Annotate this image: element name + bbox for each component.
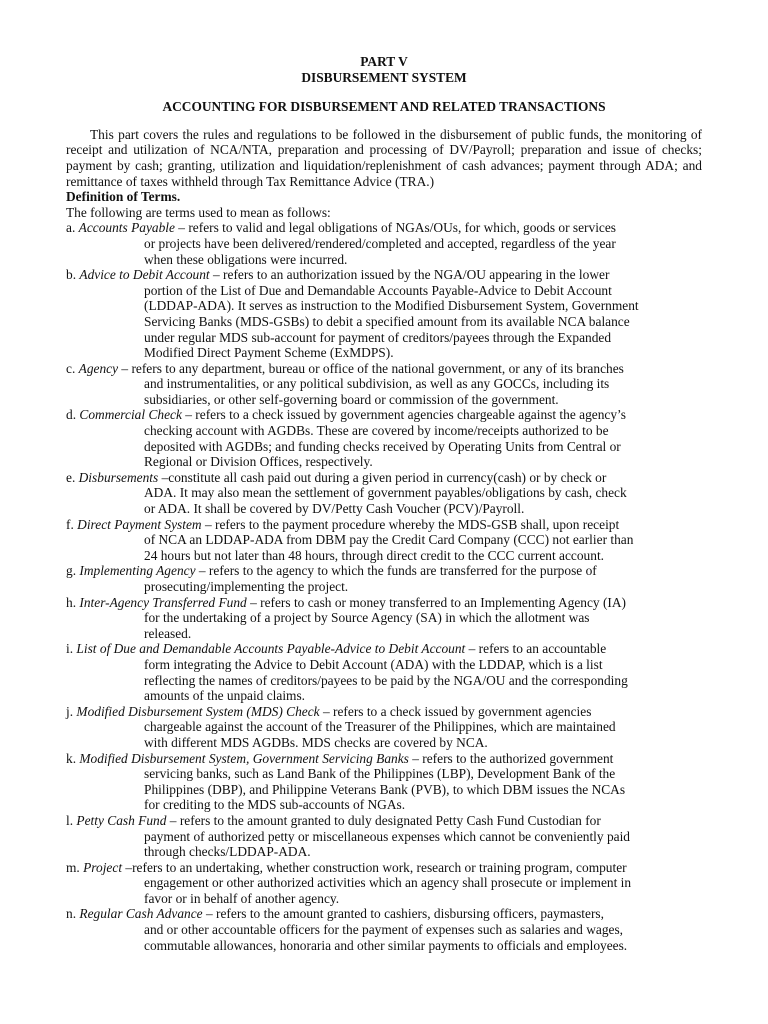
term-name: Direct Payment System [77, 516, 202, 532]
term-first-line [66, 813, 702, 829]
term-name: Implementing Agency [79, 563, 196, 579]
term-first-line [66, 470, 702, 486]
definition-heading: Definition of Terms. [66, 189, 181, 205]
term-definition-line: – refers to the payment procedure whereby the MDS-GSB shall, upon receipt [201, 516, 620, 532]
term-definition-line: chargeable against the account of the Treasurer of the Philippines, which are maintained [144, 719, 616, 735]
term-definition-line: prosecuting/implementing the project. [144, 579, 349, 594]
term-definition-line: –constitute all cash paid out during a given period in currency(cash) or by check or [158, 469, 607, 485]
term-first-line [66, 751, 702, 767]
term-letter: j. [66, 703, 77, 719]
term-first-line [66, 563, 702, 579]
term-name: Regular Cash Advance [79, 906, 203, 922]
term-letter: h. [66, 594, 80, 610]
term-letter: m. [66, 859, 84, 875]
term-first-line [66, 595, 702, 611]
term-first-line [66, 860, 702, 876]
term-item [66, 751, 702, 813]
term-definition-line: servicing banks, such as Land Bank of the Philippines (LBP), Development Bank of the [144, 766, 616, 782]
term-definition-line: subsidiaries, or other self-governing board or commission of the government. [144, 391, 559, 407]
term-letter: n. [66, 906, 80, 922]
term-item [66, 470, 702, 517]
term-letter: k. [66, 750, 80, 766]
term-item [66, 813, 702, 860]
term-name: Advice to Debit Account [79, 267, 210, 283]
term-item [66, 704, 702, 751]
term-name: Modified Disbursement System, Government Servicing Banks [79, 750, 409, 766]
term-item [66, 595, 702, 642]
term-letter: a. [66, 220, 79, 236]
term-name: Disbursements [78, 469, 159, 485]
term-letter: g. [66, 563, 80, 579]
term-first-line [66, 407, 702, 423]
intro-paragraph: This part covers the rules and regulations to be followed in the disbursement of public funds, the monitoring of receipt and utilization of NCA/NTA, preparation and processing of DV/Payroll; preparation and issue of checks; payment by cash; granting, utilization and liquidation/replenishment of cash advances; payment through ADA; and remittance of taxes withheld through Tax Remittance Advice (TRA.) [66, 126, 702, 189]
term-letter: l. [66, 812, 77, 828]
term-definition-line: through checks/LDDAP-ADA. [144, 844, 311, 860]
term-definition-line: Modified Direct Payment Scheme (ExMDPS). [144, 345, 394, 361]
term-definition-line: checking account with AGDBs. These are covered by income/receipts authorized to be [144, 423, 609, 439]
term-definition-line: – refers to the authorized government [408, 750, 614, 766]
terms-list [66, 220, 702, 953]
term-definition-line: 24 hours but not later than 48 hours, through direct credit to the CCC current account. [144, 547, 605, 563]
term-item [66, 267, 702, 361]
term-definition-line: released. [144, 625, 192, 641]
term-item [66, 860, 702, 907]
term-item [66, 563, 702, 594]
term-letter: b. [66, 267, 80, 283]
term-definition-line: – refers to the amount granted to cashiers, disbursing officers, paymasters, [202, 906, 604, 922]
term-definition-line: ADA. It may also mean the settlement of government payables/obligations by cash, check [144, 485, 627, 501]
term-definition-line: – refers to valid and legal obligations of NGAs/OUs, for which, goods or services [174, 220, 617, 236]
document-page [66, 54, 702, 953]
term-definition-line: – refers to any department, bureau or office of the national government, or any of its branches [118, 360, 624, 376]
term-first-line [66, 267, 702, 283]
term-definition-line: –refers to an undertaking, whether construction work, research or training program, computer [122, 859, 627, 875]
term-definition-line: – refers to a check issued by government agencies [319, 703, 592, 719]
term-item [66, 641, 702, 703]
term-definition-line: portion of the List of Due and Demandable Accounts Payable-Advice to Debit Account [144, 282, 612, 298]
term-first-line [66, 906, 702, 922]
term-definition-line: with different MDS AGDBs. MDS checks are covered by NCA. [144, 734, 488, 750]
term-letter: c. [66, 360, 79, 376]
part-heading: PART V [360, 54, 408, 69]
term-definition-line: and instrumentalities, or any political subdivision, as well as any GOCCs, including its [144, 376, 610, 392]
term-name: Agency [78, 360, 119, 376]
term-definition-line: or ADA. It shall be covered by DV/Petty Cash Voucher (PCV)/Payroll. [144, 501, 525, 517]
term-name: Modified Disbursement System (MDS) Check [76, 703, 320, 719]
term-first-line [66, 517, 702, 533]
term-definition-line: for crediting to the MDS sub-accounts of NGAs. [144, 797, 406, 813]
definition-intro: The following are terms used to mean as follows: [66, 204, 331, 220]
term-definition-line: and or other accountable officers for the payment of expenses such as salaries and wages, [144, 922, 624, 938]
term-definition-line: reflecting the names of creditors/payees to be paid by the NGA/OU and the corresponding [144, 672, 628, 688]
term-definition-line: – refers to an accountable [465, 641, 607, 657]
term-definition-line: Servicing Banks (MDS-GSBs) to debit a specified amount from its available NCA balance [144, 313, 630, 329]
term-first-line [66, 361, 702, 377]
section-title: DISBURSEMENT SYSTEM [301, 69, 467, 85]
term-letter: e. [66, 469, 79, 485]
term-definition-line: Regional or Division Offices, respectively. [144, 454, 373, 470]
term-name: Inter-Agency Transferred Fund [79, 594, 247, 610]
term-first-line [66, 704, 702, 720]
term-definition-line: Philippines (DBP), and Philippine Veterans Bank (PVB), to which DBM issues the NCAs [144, 781, 626, 797]
term-letter: i. [66, 641, 77, 657]
term-definition-line: (LDDAP-ADA). It serves as instruction to the Modified Disbursement System, Government [144, 298, 639, 314]
term-first-line [66, 641, 702, 657]
term-item [66, 517, 702, 564]
term-definition-line: engagement or other authorized activities which an agency shall prosecute or implement in [144, 875, 632, 891]
term-definition-line: – refers to the agency to which the funds are transferred for the purpose of [195, 563, 597, 579]
term-first-line [66, 220, 702, 236]
term-name: Commercial Check [79, 407, 182, 423]
term-item [66, 906, 702, 953]
term-definition-line: or projects have been delivered/rendered/completed and accepted, regardless of the year [144, 235, 616, 251]
term-name: Petty Cash Fund [76, 812, 167, 828]
term-definition-line: favor or in behalf of another agency. [144, 890, 340, 906]
term-definition-line: – refers to an authorization issued by the NGA/OU appearing in the lower [209, 267, 610, 283]
section-subtitle: ACCOUNTING FOR DISBURSEMENT AND RELATED TRANSACTIONS [162, 99, 606, 115]
term-definition-line: of NCA an LDDAP-ADA from DBM pay the Credit Card Company (CCC) not earlier than [144, 532, 634, 548]
term-definition-line: – refers to cash or money transferred to an Implementing Agency (IA) [246, 594, 626, 610]
term-name: Accounts Payable [78, 220, 175, 236]
term-definition-line: under regular MDS sub-account for payment of creditors/payees through the Expanded [144, 329, 612, 345]
term-name: Project [83, 859, 123, 875]
term-name: List of Due and Demandable Accounts Payable-Advice to Debit Account [76, 641, 466, 657]
term-item [66, 407, 702, 469]
term-letter: d. [66, 407, 80, 423]
term-definition-line: commutable allowances, honoraria and other similar payments to officials and employees. [144, 937, 628, 953]
term-definition-line: when these obligations were incurred. [144, 251, 348, 267]
term-item [66, 220, 702, 267]
term-definition-line: for the undertaking of a project by Source Agency (SA) in which the allotment was [144, 610, 590, 626]
term-definition-line: – refers to the amount granted to duly designated Petty Cash Fund Custodian for [166, 812, 601, 828]
term-definition-line: payment of authorized petty or miscellaneous expenses which cannot be conveniently paid [144, 828, 630, 844]
term-definition-line: amounts of the unpaid claims. [144, 688, 306, 704]
term-definition-line: form integrating the Advice to Debit Account (ADA) with the LDDAP, which is a list [144, 656, 603, 672]
term-definition-line: – refers to a check issued by government agencies chargeable against the agency’s [181, 407, 626, 423]
term-letter: f. [66, 516, 78, 532]
term-definition-line: deposited with AGDBs; and funding checks received by Operating Units from Central or [144, 438, 621, 454]
term-item [66, 361, 702, 408]
